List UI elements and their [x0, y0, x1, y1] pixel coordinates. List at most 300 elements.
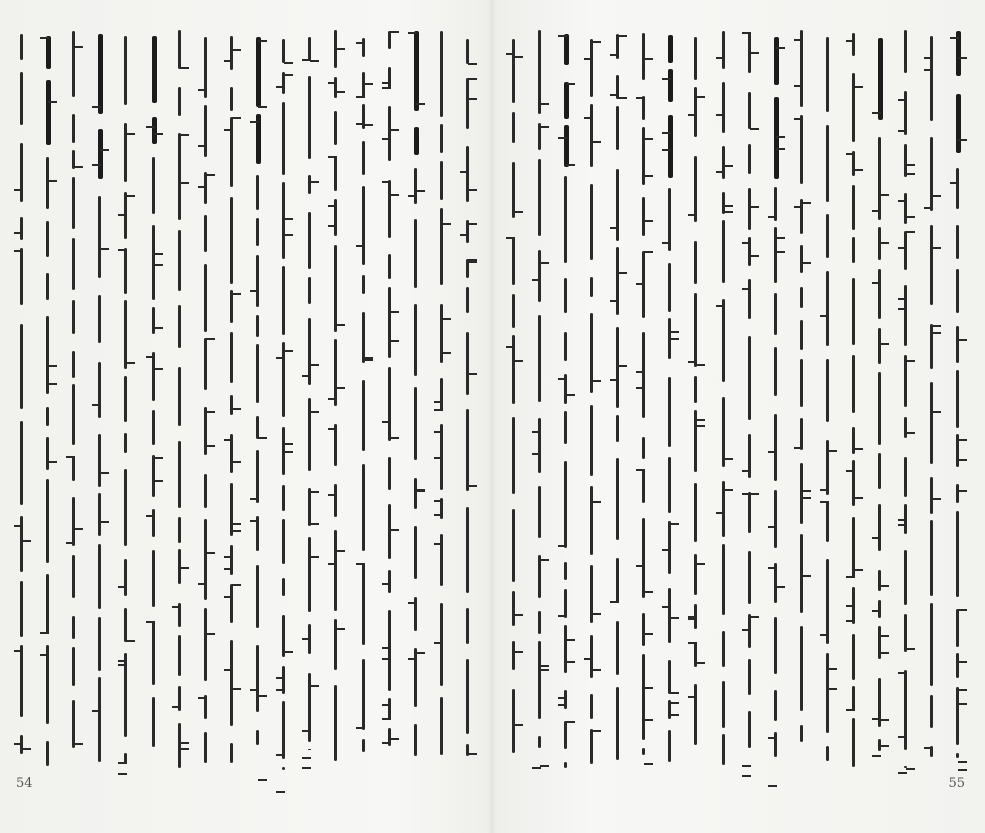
script-tick [636, 565, 645, 567]
script-tick [310, 556, 319, 558]
script-tick [950, 37, 959, 39]
script-stroke [124, 559, 127, 596]
script-tick [258, 437, 267, 439]
script-tick [696, 419, 705, 421]
script-stroke [642, 332, 645, 418]
script-stroke [334, 685, 337, 761]
script-tick [336, 48, 345, 50]
script-tick [742, 470, 751, 472]
script-stroke [748, 659, 751, 695]
script-stroke [334, 77, 337, 98]
script-stroke [20, 143, 23, 202]
script-tick [540, 103, 549, 105]
script-stroke [642, 518, 645, 598]
script-tick [276, 791, 285, 793]
script-stroke [956, 687, 959, 745]
script-tick [898, 519, 907, 521]
script-tick [146, 126, 155, 128]
script-tick [356, 245, 365, 247]
script-stroke [852, 517, 855, 577]
script-stroke [46, 157, 49, 209]
script-tick [566, 661, 575, 663]
script-stroke [904, 417, 907, 438]
script-tick [48, 101, 57, 103]
script-stroke [98, 617, 101, 671]
script-tick [408, 195, 417, 197]
script-tick [364, 124, 373, 126]
script-tick [276, 754, 285, 756]
script-stroke [930, 324, 933, 369]
script-stroke [538, 736, 541, 748]
script-tick [854, 569, 863, 571]
script-stroke [334, 156, 337, 191]
script-tick [636, 371, 645, 373]
script-stroke [124, 36, 127, 105]
script-tick [906, 432, 915, 434]
script-tick [724, 489, 733, 491]
script-stroke [282, 485, 285, 511]
script-tick [100, 472, 109, 474]
script-stroke [590, 39, 593, 97]
script-stroke [72, 300, 75, 334]
script-tick [250, 520, 259, 522]
script-tick [820, 634, 829, 636]
script-stroke [204, 474, 207, 508]
script-tick [802, 262, 811, 264]
script-stroke [178, 133, 181, 220]
script-tick [276, 86, 285, 88]
script-tick [206, 633, 215, 635]
script-stroke [282, 578, 285, 596]
script-stroke [878, 137, 881, 220]
script-stroke [98, 34, 103, 114]
script-tick [872, 210, 881, 212]
script-stroke [388, 31, 391, 49]
script-stroke [538, 30, 541, 114]
script-stroke [20, 217, 23, 240]
script-stroke [538, 486, 541, 538]
script-tick [48, 461, 57, 463]
script-stroke [308, 537, 311, 612]
script-tick [636, 283, 645, 285]
script-tick [540, 669, 549, 671]
script-stroke [98, 129, 103, 179]
script-stroke [334, 339, 337, 406]
script-stroke [152, 509, 155, 537]
script-tick [180, 134, 189, 136]
script-tick [336, 324, 345, 326]
script-tick [390, 738, 399, 740]
script-tick [898, 247, 907, 249]
script-tick [14, 250, 23, 252]
script-tick [898, 524, 907, 526]
script-tick [768, 737, 777, 739]
script-tick [958, 661, 967, 663]
script-tick [382, 742, 391, 744]
script-stroke [956, 484, 959, 503]
script-tick [670, 338, 679, 340]
script-stroke [20, 421, 23, 505]
script-stroke [722, 544, 725, 615]
script-tick [592, 141, 601, 143]
script-stroke [466, 507, 469, 593]
script-tick [364, 359, 373, 361]
script-stroke [800, 287, 803, 308]
script-tick [146, 356, 155, 358]
script-stroke [124, 469, 127, 546]
script-stroke [282, 342, 285, 417]
script-stroke [72, 351, 75, 378]
script-tick [284, 651, 293, 653]
script-stroke [152, 157, 155, 214]
script-stroke [564, 690, 567, 709]
script-stroke [878, 504, 881, 551]
script-stroke [334, 484, 337, 517]
script-tick [172, 606, 181, 608]
script-stroke [466, 332, 469, 395]
script-tick [802, 202, 811, 204]
script-stroke [230, 197, 233, 284]
script-stroke [72, 31, 75, 97]
script-tick [434, 401, 443, 403]
script-tick [198, 89, 207, 91]
script-stroke [694, 293, 697, 367]
script-tick [872, 282, 881, 284]
script-stroke [282, 767, 285, 770]
script-stroke [668, 115, 673, 178]
script-stroke [904, 670, 907, 750]
script-stroke [956, 168, 959, 209]
script-tick [644, 175, 653, 177]
script-stroke [878, 38, 883, 120]
script-tick [514, 360, 523, 362]
script-tick [224, 596, 233, 598]
script-stroke [256, 416, 259, 439]
script-stroke [152, 697, 155, 747]
script-stroke [512, 689, 515, 753]
script-tick [644, 591, 653, 593]
script-stroke [878, 570, 881, 591]
script-tick [180, 567, 189, 569]
script-stroke [230, 545, 233, 575]
script-stroke [852, 185, 855, 230]
script-tick [592, 380, 601, 382]
script-stroke [152, 36, 157, 103]
script-tick [434, 457, 443, 459]
script-tick [924, 69, 933, 71]
script-tick [540, 126, 549, 128]
script-tick [434, 431, 443, 433]
script-tick [198, 583, 207, 585]
script-tick [154, 253, 163, 255]
text-columns-right [492, 0, 985, 833]
script-tick [750, 206, 759, 208]
script-tick [224, 568, 233, 570]
script-tick [224, 556, 233, 558]
script-stroke [362, 659, 365, 730]
script-stroke [98, 677, 101, 762]
script-stroke [722, 397, 725, 467]
script-stroke [334, 245, 337, 332]
script-stroke [590, 405, 593, 476]
script-tick [468, 78, 477, 80]
script-stroke [308, 488, 311, 526]
script-tick [820, 315, 829, 317]
script-tick [958, 339, 967, 341]
script-tick [618, 97, 627, 99]
script-stroke [20, 324, 23, 409]
script-tick [258, 106, 267, 108]
script-tick [880, 343, 889, 345]
script-tick [898, 772, 907, 774]
script-tick [670, 617, 679, 619]
script-tick [224, 60, 233, 62]
script-tick [644, 220, 653, 222]
script-stroke [362, 312, 365, 363]
script-tick [880, 719, 889, 721]
script-stroke [414, 168, 417, 204]
script-stroke [72, 456, 75, 481]
script-stroke [204, 407, 207, 455]
script-tick [716, 512, 725, 514]
script-tick [618, 35, 627, 37]
script-stroke [20, 34, 23, 60]
script-tick [872, 718, 881, 720]
script-tick [390, 437, 399, 439]
script-tick [382, 138, 391, 140]
script-stroke [930, 695, 933, 728]
script-stroke [774, 37, 779, 85]
script-stroke [388, 504, 391, 559]
script-stroke [852, 460, 855, 506]
script-tick [558, 704, 567, 706]
script-stroke [204, 105, 207, 157]
script-tick [776, 251, 785, 253]
script-stroke [774, 617, 777, 674]
script-stroke [72, 647, 75, 686]
script-tick [514, 724, 523, 726]
script-stroke [282, 701, 285, 759]
script-stroke [748, 92, 751, 129]
script-stroke [98, 493, 101, 536]
script-stroke [748, 492, 751, 533]
script-tick [742, 288, 751, 290]
script-stroke [414, 304, 417, 376]
script-tick [14, 232, 23, 234]
script-tick [408, 658, 417, 660]
script-stroke [800, 418, 803, 450]
script-tick [958, 761, 967, 763]
script-tick [328, 428, 337, 430]
script-stroke [800, 320, 803, 350]
script-tick [328, 82, 337, 84]
script-stroke [204, 338, 207, 390]
script-tick [310, 60, 319, 62]
script-tick [670, 702, 679, 704]
script-tick [898, 130, 907, 132]
script-stroke [668, 730, 671, 762]
script-tick [532, 279, 541, 281]
script-stroke [72, 497, 75, 546]
script-stroke [256, 315, 259, 337]
script-tick [958, 769, 967, 771]
script-tick [688, 361, 697, 363]
script-tick [232, 461, 241, 463]
script-tick [636, 387, 645, 389]
script-tick [180, 742, 189, 744]
script-tick [724, 165, 733, 167]
script-stroke [512, 237, 515, 285]
script-stroke [124, 376, 127, 422]
script-stroke [694, 554, 697, 595]
script-tick [880, 635, 889, 637]
script-tick [382, 87, 391, 89]
script-tick [328, 156, 337, 158]
script-stroke [668, 457, 671, 513]
script-tick [100, 248, 109, 250]
script-tick [584, 117, 593, 119]
script-tick [92, 404, 101, 406]
script-stroke [362, 38, 365, 57]
page-left [0, 0, 492, 833]
script-stroke [98, 196, 101, 278]
script-stroke [590, 104, 593, 167]
script-tick [768, 216, 777, 218]
script-stroke [414, 31, 419, 111]
script-tick [416, 190, 425, 192]
script-stroke [230, 117, 233, 187]
script-stroke [878, 600, 881, 618]
script-tick [390, 129, 399, 131]
script-stroke [904, 285, 907, 346]
script-tick [618, 365, 627, 367]
script-stroke [852, 634, 855, 680]
script-tick [232, 688, 241, 690]
script-tick [768, 451, 777, 453]
script-tick [328, 205, 337, 207]
script-stroke [466, 409, 469, 491]
script-tick [644, 251, 653, 253]
script-tick [794, 85, 803, 87]
script-stroke [440, 31, 443, 117]
script-stroke [204, 264, 207, 332]
script-tick [74, 46, 83, 48]
script-stroke [826, 440, 829, 495]
script-stroke [616, 558, 619, 603]
script-tick [872, 537, 881, 539]
script-stroke [564, 461, 567, 548]
script-tick [442, 352, 451, 354]
script-stroke [826, 501, 829, 542]
script-stroke [72, 700, 75, 748]
script-tick [540, 559, 549, 561]
script-tick [958, 459, 967, 461]
script-stroke [668, 69, 673, 102]
script-tick [468, 373, 477, 375]
script-stroke [616, 458, 619, 540]
script-tick [670, 714, 679, 716]
script-stroke [722, 82, 725, 133]
script-tick [794, 118, 803, 120]
script-stroke [46, 80, 51, 145]
script-stroke [178, 367, 181, 426]
script-stroke [748, 711, 751, 748]
script-tick [768, 567, 777, 569]
script-stroke [956, 609, 959, 647]
script-stroke [878, 453, 881, 489]
script-tick [716, 114, 725, 116]
script-tick [154, 457, 163, 459]
script-stroke [46, 741, 49, 766]
script-stroke [904, 614, 907, 652]
script-stroke [256, 37, 261, 107]
script-stroke [826, 214, 829, 258]
script-stroke [440, 697, 443, 755]
script-tick [592, 669, 601, 671]
script-tick [644, 58, 653, 60]
script-tick [610, 601, 619, 603]
script-stroke [256, 175, 259, 210]
script-stroke [124, 248, 127, 294]
script-stroke [722, 631, 725, 667]
script-stroke [414, 387, 417, 460]
script-tick [172, 706, 181, 708]
script-tick [768, 785, 777, 787]
script-tick [154, 480, 163, 482]
script-tick [750, 52, 759, 54]
script-stroke [774, 490, 777, 548]
script-tick [468, 189, 477, 191]
script-tick [846, 40, 855, 42]
script-stroke [414, 526, 417, 579]
script-stroke [308, 277, 311, 304]
script-tick [310, 411, 319, 413]
script-tick [258, 779, 267, 781]
script-tick [310, 181, 319, 183]
script-stroke [564, 562, 567, 580]
script-tick [48, 180, 57, 182]
page-right [492, 0, 985, 833]
script-stroke [564, 762, 567, 768]
script-stroke [826, 653, 829, 733]
script-stroke [512, 39, 515, 103]
script-stroke [538, 555, 541, 598]
script-stroke [694, 156, 697, 222]
script-stroke [852, 355, 855, 413]
page-number-left: 54 [16, 776, 33, 791]
script-tick [284, 218, 293, 220]
script-stroke [668, 35, 673, 63]
script-tick [146, 515, 155, 517]
script-tick [118, 664, 127, 666]
script-stroke [564, 82, 569, 119]
script-stroke [748, 336, 751, 420]
script-stroke [774, 732, 777, 757]
script-stroke [642, 96, 645, 120]
script-tick [958, 609, 967, 611]
script-tick [696, 96, 705, 98]
script-stroke [668, 377, 671, 447]
script-stroke [230, 584, 233, 623]
script-stroke [388, 254, 391, 279]
script-tick [644, 763, 653, 765]
script-stroke [956, 653, 959, 678]
script-tick [284, 443, 293, 445]
script-stroke [668, 521, 671, 574]
script-tick [434, 500, 443, 502]
script-tick [224, 669, 233, 671]
script-stroke [204, 732, 207, 763]
